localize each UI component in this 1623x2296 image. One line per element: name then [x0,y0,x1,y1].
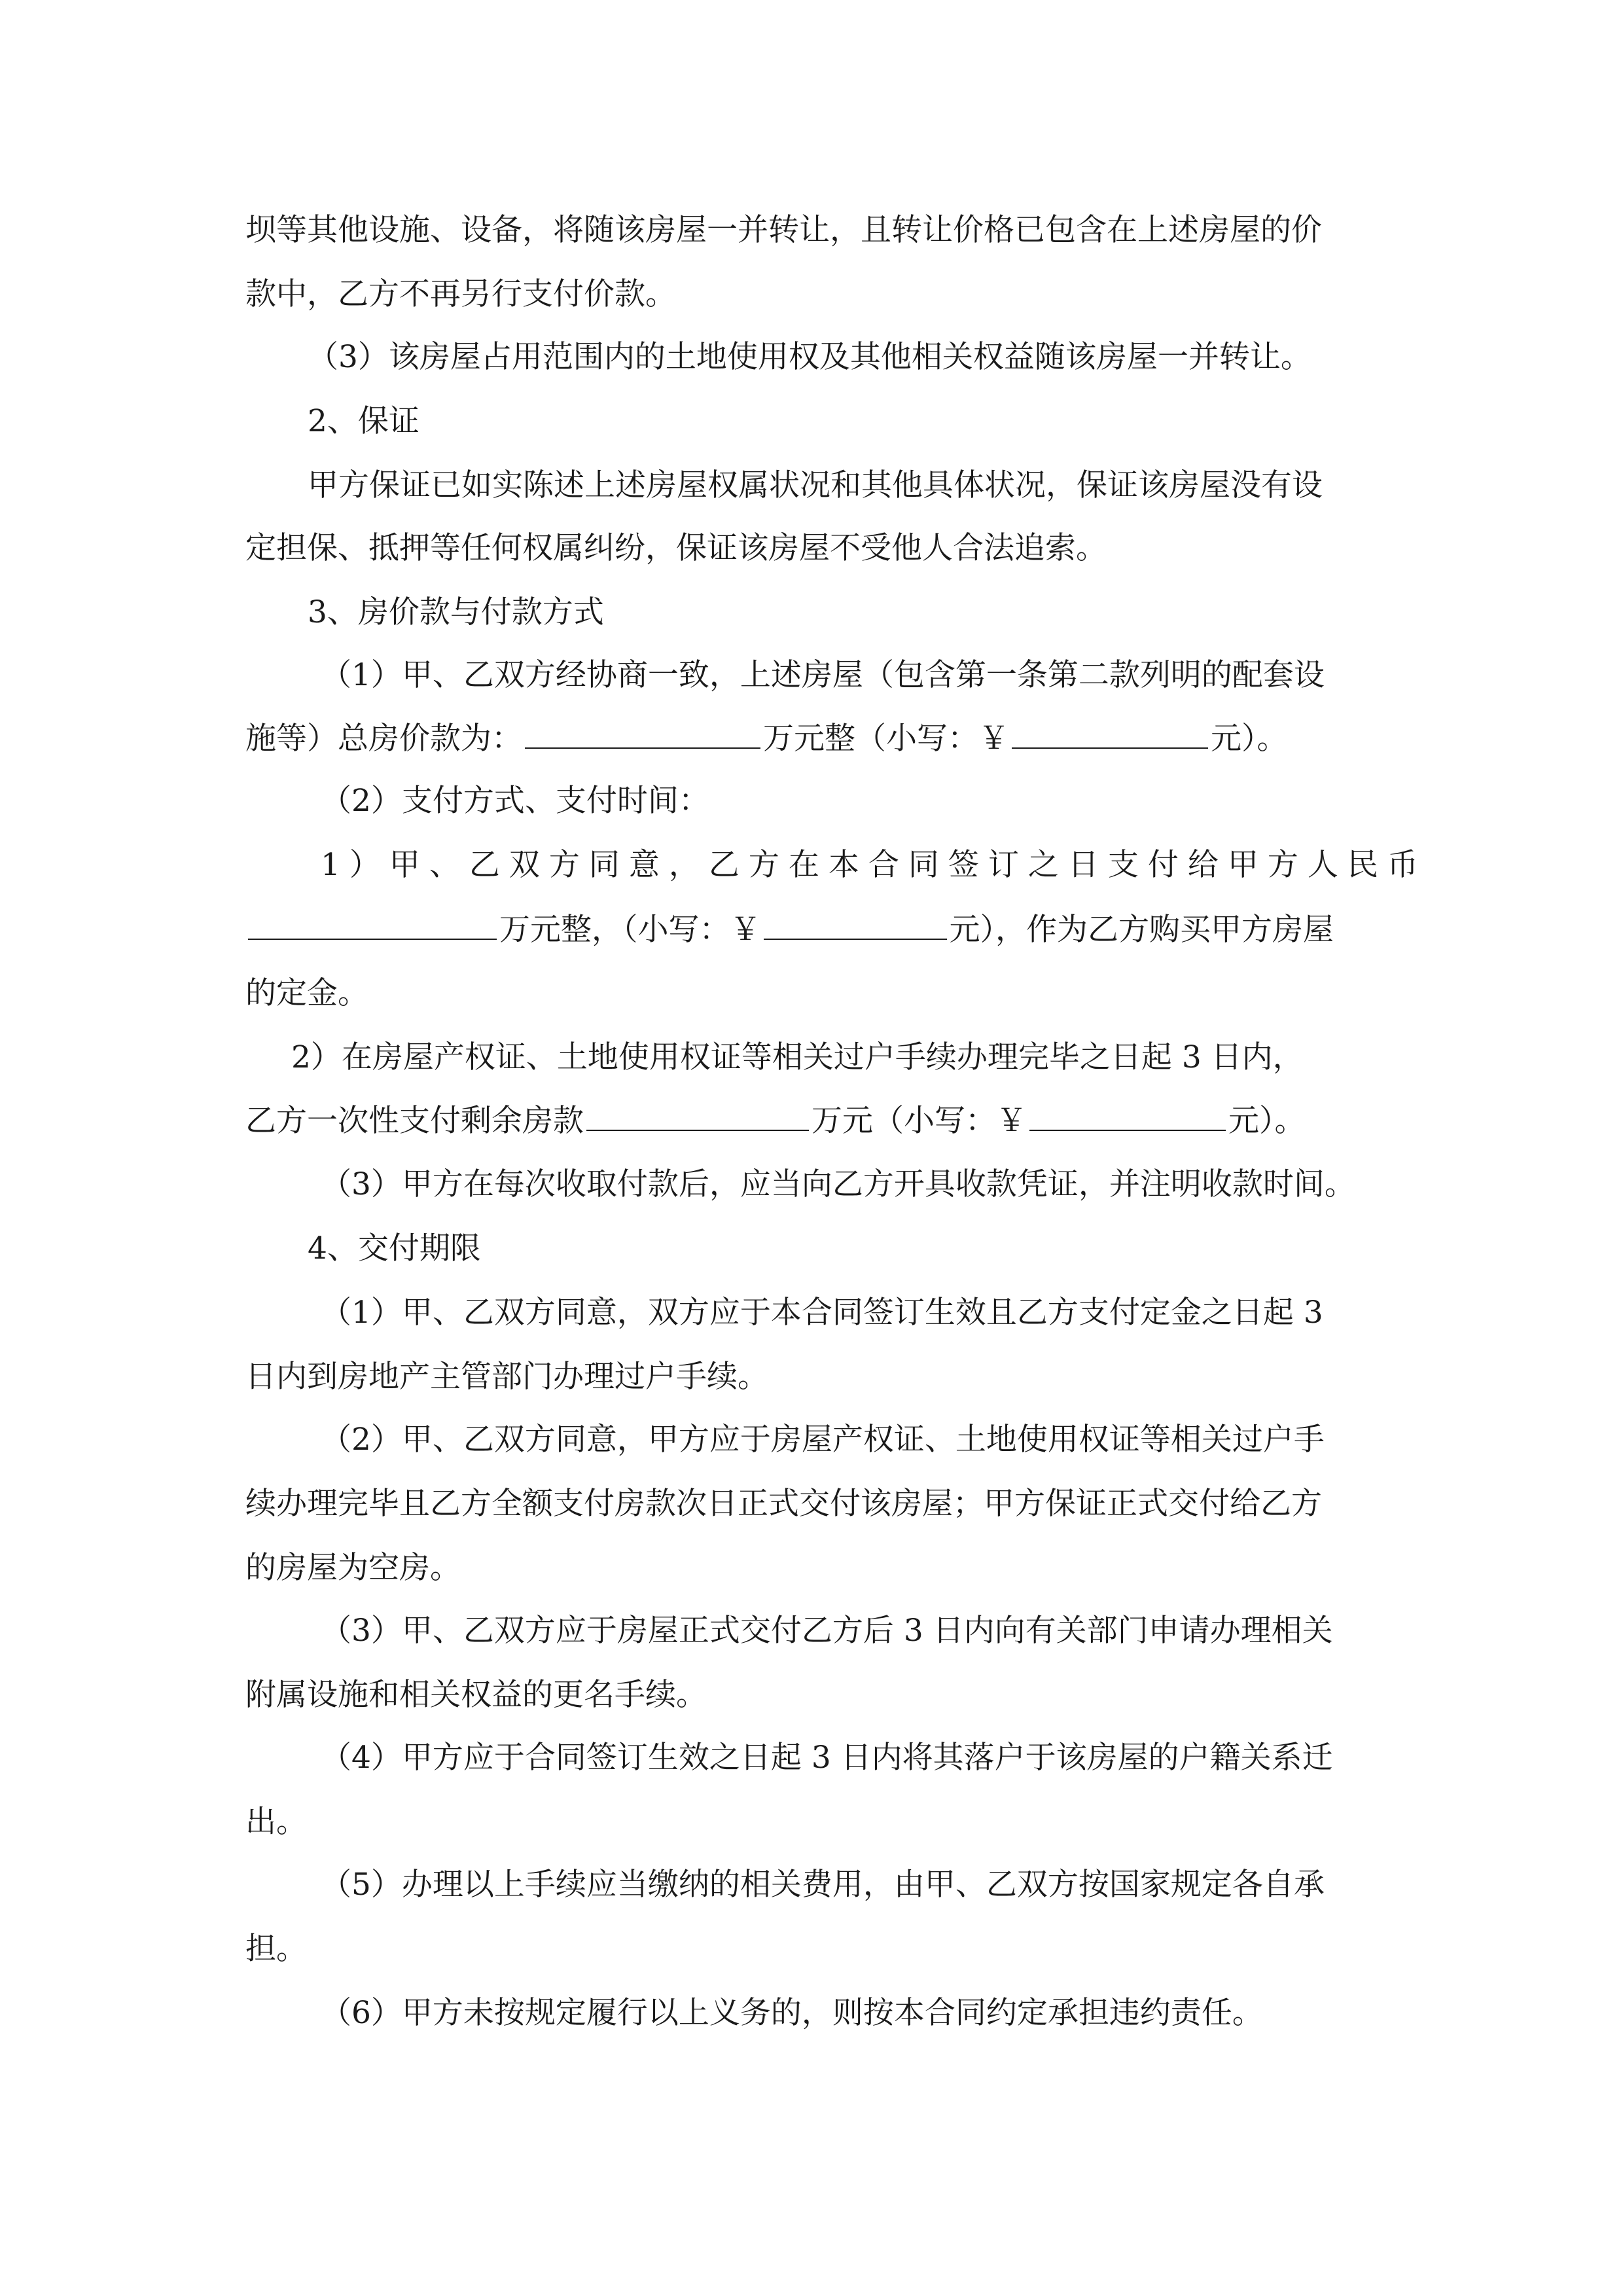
text-line: （2）支付方式、支付时间： [321,783,709,819]
text-line: 担。 [245,1931,307,1967]
section-heading: 3、房价款与付款方式 [308,594,604,630]
text-line: （1）甲、乙双方同意，双方应于本合同签订生效且乙方支付定金之日起 3 [321,1295,1323,1331]
text-segment: 乙方一次性支付剩余房款 [245,1103,584,1139]
text-line: （2）甲、乙双方同意，甲方应于房屋产权证、土地使用权证等相关过户手 [321,1422,1325,1458]
text-line: 2）在房屋产权证、土地使用权证等相关过户手续办理完毕之日起 3 日内， [291,1039,1304,1075]
blank-field [1012,719,1208,749]
text-segment: 元）。 [1211,721,1288,757]
text-line: （1）甲、乙双方经协商一致，上述房屋（包含第一条第二款列明的配套设 [321,657,1325,693]
text-line: （3）甲方在每次收取付款后，应当向乙方开具收款凭证，并注明收款时间。 [321,1166,1355,1202]
text-line: 款中，乙方不再另行支付价款。 [245,276,676,312]
blank-field [1029,1101,1226,1131]
text-line: 1）甲、乙双方同意，乙方在本合同签订之日支付给甲方人民币 [321,847,1427,883]
blank-field [248,910,497,940]
text-line: （6）甲方未按规定履行以上义务的，则按本合同约定承担违约责任。 [321,1995,1263,2031]
blank-field [525,719,760,749]
section-heading: 2、保证 [308,403,419,439]
text-line: （3）甲、乙双方应于房屋正式交付乙方后 3 日内向有关部门申请办理相关 [321,1613,1333,1649]
text-line: （4）甲方应于合同签订生效之日起 3 日内将其落户于该房屋的户籍关系迁 [321,1740,1333,1776]
text-line: 日内到房地产主管部门办理过户手续。 [245,1359,768,1395]
text-segment: 万元整，（小写：￥ [499,912,761,948]
text-line: 坝等其他设施、设备，将随该房屋一并转让，且转让价格已包含在上述房屋的价 [245,212,1322,248]
text-line: （5）办理以上手续应当缴纳的相关费用，由甲、乙双方按国家规定各自承 [321,1867,1325,1903]
text-line [245,719,1288,759]
text-line: （3）该房屋占用范围内的土地使用权及其他相关权益随该房屋一并转让。 [308,339,1311,375]
blank-field [764,910,947,940]
text-line: 甲方保证已如实陈述上述房屋权属状况和其他具体状况，保证该房屋没有设 [308,467,1323,503]
text-segment: 元）。 [1228,1103,1306,1139]
blank-field [586,1101,809,1131]
text-line: 附属设施和相关权益的更名手续。 [245,1677,707,1713]
text-line: 的定金。 [245,975,368,1011]
text-line: 续办理完毕且乙方全额支付房款次日正式交付该房屋；甲方保证正式交付给乙方 [245,1486,1322,1522]
text-segment: 元），作为乙方购买甲方房屋 [949,912,1334,948]
text-segment: 万元整（小写：￥ [763,721,1009,757]
text-segment: 万元（小写：￥ [812,1103,1027,1139]
text-line: 的房屋为空房。 [245,1550,461,1586]
section-heading: 4、交付期限 [308,1230,481,1266]
text-line: 定担保、抵押等任何权属纠纷，保证该房屋不受他人合法追索。 [245,530,1107,566]
text-line: 出。 [245,1804,307,1840]
text-line [245,1101,1306,1141]
text-segment: 施等）总房价款为： [245,721,522,757]
text-line [245,910,1334,950]
